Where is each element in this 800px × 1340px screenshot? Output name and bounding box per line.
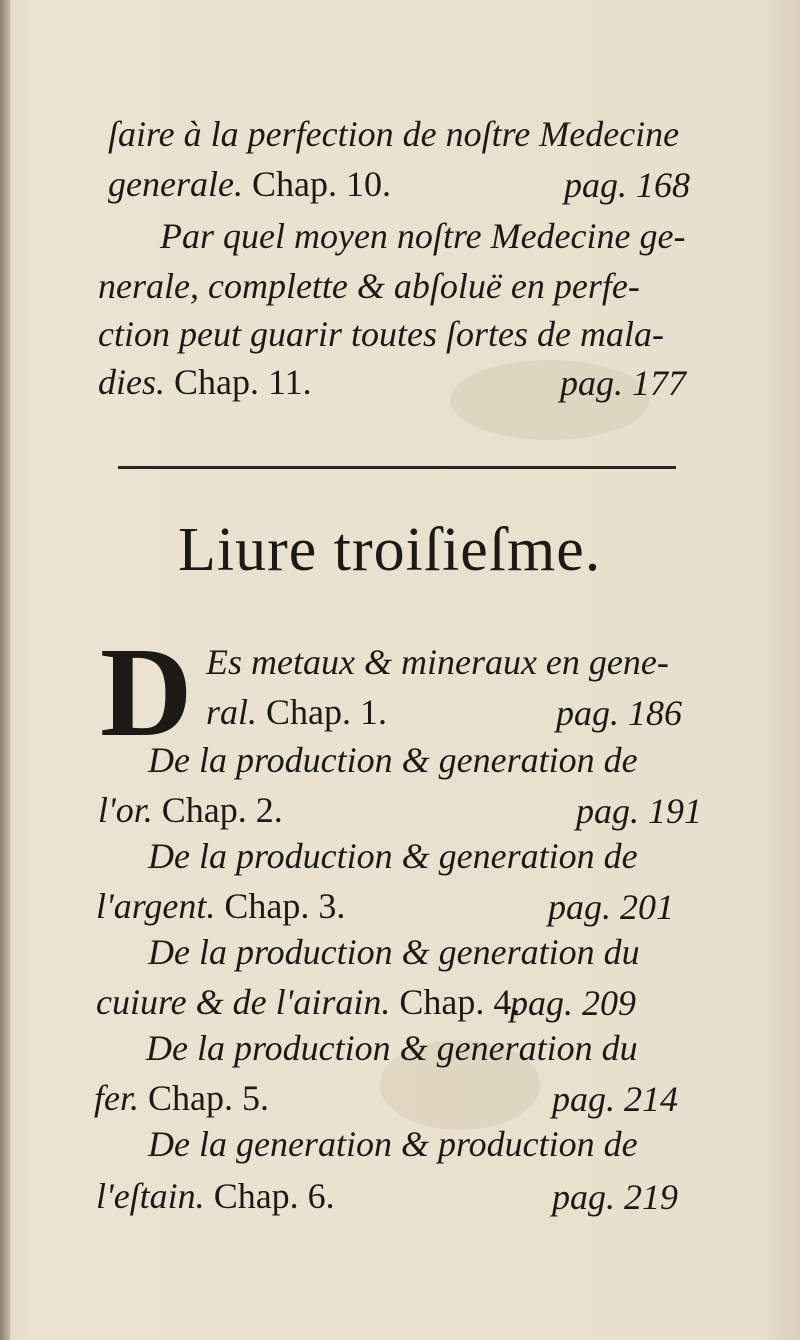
- chapter-number: Chap. 10.: [251, 164, 391, 204]
- toc-line: [96, 984, 520, 1020]
- page-reference: pag. 209: [510, 983, 636, 1023]
- page-reference: pag. 186: [556, 693, 682, 733]
- toc-line: [98, 364, 312, 400]
- entry-text: dies.: [98, 362, 165, 402]
- toc-line: [206, 694, 387, 730]
- toc-line: De la production & generation de: [148, 836, 638, 876]
- section-rule: [118, 466, 676, 469]
- chapter-number: Chap. 3.: [224, 886, 346, 926]
- toc-line: Par quel moyen noſtre Medecine ge-: [160, 216, 686, 256]
- toc-line: De la generation & production de: [148, 1124, 638, 1164]
- chapter-number: Chap. 5.: [148, 1078, 269, 1118]
- toc-line: De la production & generation du: [148, 932, 640, 972]
- chapter-number: Chap. 11.: [174, 362, 312, 402]
- page-reference: pag. 201: [548, 887, 674, 927]
- toc-line: De la production & generation de: [148, 740, 638, 780]
- page-reference: pag. 214: [552, 1079, 678, 1119]
- toc-line: nerale, complette & abſoluë en perfe-: [98, 266, 640, 306]
- toc-line: De la production & generation du: [146, 1028, 638, 1068]
- chapter-number: Chap. 4.: [399, 982, 521, 1022]
- page-reference: pag. 177: [560, 363, 686, 403]
- drop-cap: D: [100, 621, 193, 763]
- chapter-number: Chap. 1.: [266, 692, 388, 732]
- entry-text: generale.: [108, 164, 243, 204]
- toc-line: ſaire à la perfection de noſtre Medecine: [108, 114, 680, 154]
- toc-line: [96, 1178, 335, 1214]
- chapter-number: Chap. 2.: [161, 790, 283, 830]
- page-reference: pag. 168: [564, 165, 690, 205]
- toc-line: Es metaux & mineraux en gene-: [206, 642, 669, 682]
- toc-line: [98, 792, 283, 828]
- book-heading: Liure troiſieſme.: [178, 516, 602, 584]
- chapter-number: Chap. 6.: [213, 1176, 335, 1216]
- entry-text: ral.: [206, 692, 258, 732]
- page-spine-edge: [0, 0, 10, 1340]
- toc-line: [94, 1080, 269, 1116]
- toc-line: [108, 166, 391, 202]
- page-reference: pag. 191: [576, 791, 702, 831]
- entry-text: l'or.: [98, 790, 153, 830]
- entry-text: l'argent.: [96, 886, 216, 926]
- entry-text: l'eſtain.: [96, 1176, 205, 1216]
- page-reference: pag. 219: [552, 1177, 678, 1217]
- entry-text: fer.: [94, 1078, 139, 1118]
- toc-line: [96, 888, 345, 924]
- toc-line: ction peut guarir toutes ſortes de mala-: [98, 314, 664, 354]
- entry-text: cuiure & de l'airain.: [96, 982, 391, 1022]
